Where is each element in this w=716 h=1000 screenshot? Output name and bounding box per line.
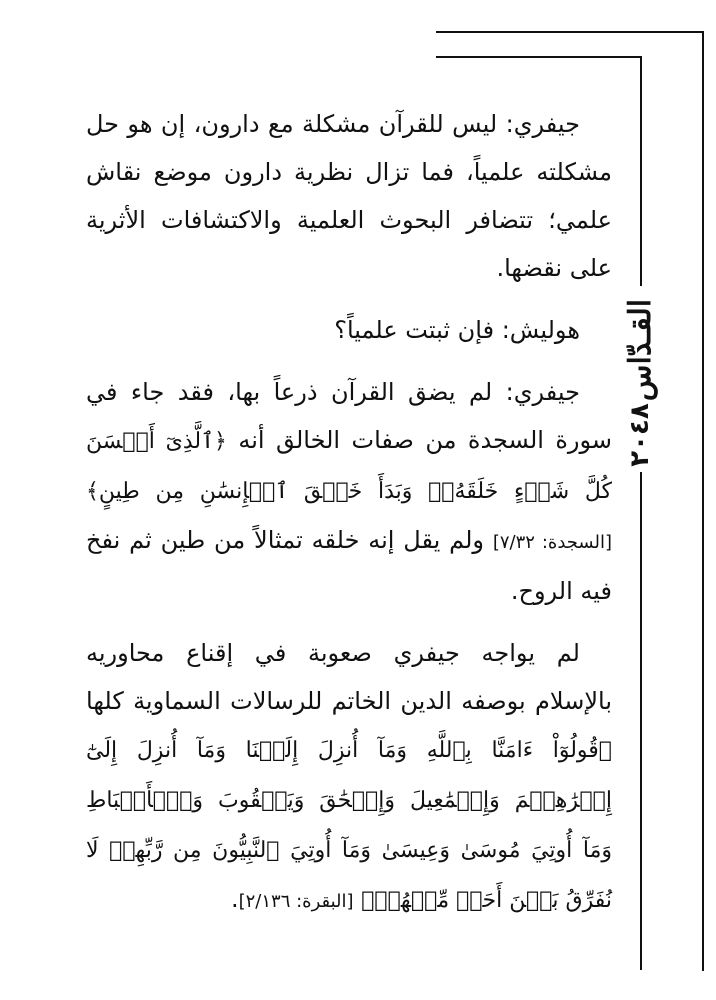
paragraph-4-intro: لم يواجه جيفري صعوبة في إقناع محاوريه بالإسلام بوصفه الدين الخاتم للرسالات السماوية كلها [86,639,612,715]
verse-reference-sajda: [السجدة: ٧/٣٢] [492,532,612,553]
verse-reference-baqara: [البقرة: ٢/١٣٦] [238,891,354,912]
verse-close-bracket: ﴾ [361,888,375,913]
paragraph-1: جيفري: ليس للقرآن مشكلة مع دارون، إن هو حل مشكلته علمياً، فما تزال نظرية دارون موضع نقاش علمي؛ تتضافر البحوث العلمية والاكتشافات الأثرية على نقضها. [86,110,612,282]
running-title: القـدّاس [622,298,658,402]
quran-verse-baqara: قُولُوٓاْ ءَامَنَّا بِٱللَّهِ وَمَآ أُنزِلَ إِلَيۡنَا وَمَآ أُنزِلَ إِلَىٰٓ إِبۡرَٰهِـۧمَ وَإِسۡمَٰعِيلَ وَإِسۡحَٰقَ وَيَعۡقُوبَ وَٱلۡأَسۡبَاطِ وَمَآ أُوتِيَ مُوسَىٰ وَعِيسَىٰ وَمَآ أُوتِيَ ٱلنَّبِيُّونَ مِن رَّبِّهِمۡ لَا نُفَرِّقُ بَيۡنَ أَحَدٖ مِّنۡهُمۡ [86,738,612,913]
paragraph-3-rest: ولم يقل إنه خلقه تمثالاً من طين ثم نفخ فيه الروح. [86,526,612,605]
body-text [86,100,612,926]
verse-close-bracket: ﴾ [86,479,99,504]
border-right-inner-lower [640,472,642,970]
border-top-inner [436,56,642,58]
quran-verse-sajda: ٱلَّذِىٓ أَحۡسَنَ كُلَّ شَىۡءٍ خَلَقَهُۥۖ وَبَدَأَ خَلۡقَ ٱلۡإِنسَٰنِ مِن طِينٍ [86,429,612,504]
page-number: ٢٠٤٨ [625,403,655,467]
verse-open-bracket: ﴿ [598,738,612,763]
paragraph-3 [86,368,612,615]
verse-open-bracket: ﴿ [214,429,227,454]
paragraph-4 [86,629,612,926]
border-right-outer [702,31,704,971]
border-right-inner [640,56,642,286]
paragraph-2: هوليش: فإن ثبتت علمياً؟ [334,316,580,344]
border-top-outer [436,31,704,33]
paragraph-4-end: . [230,885,239,913]
paragraph-3-intro: جيفري: لم يضق القرآن ذرعاً بها، فقد جاء في سورة السجدة من صفات الخالق أنه [86,378,612,454]
